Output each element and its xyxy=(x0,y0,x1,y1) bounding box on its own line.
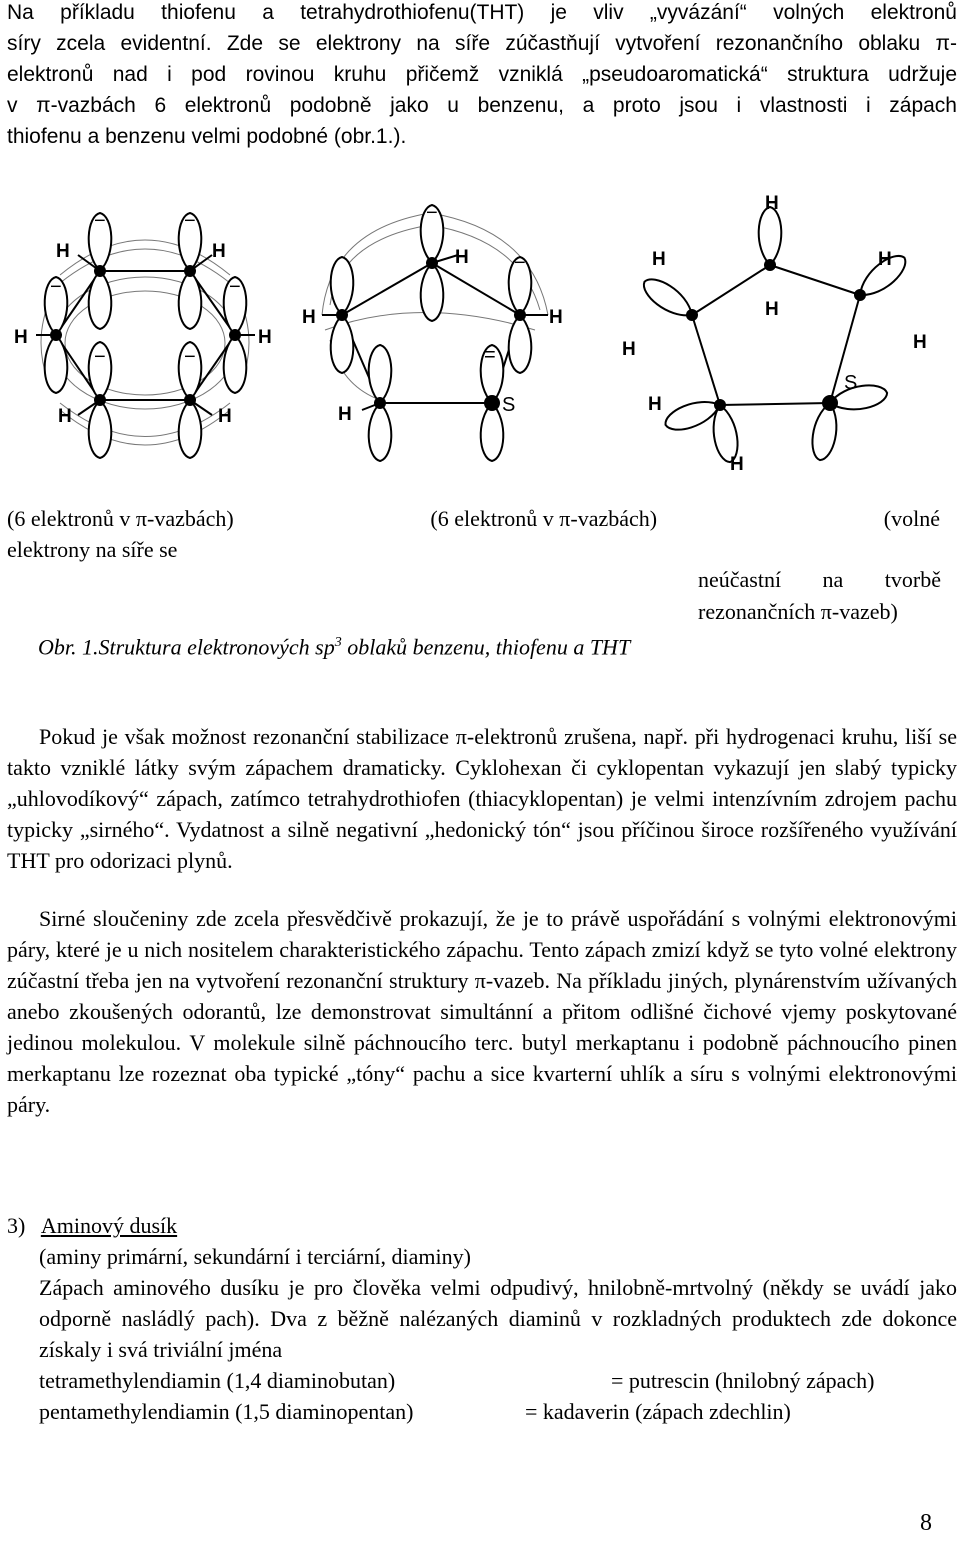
tht-label-line: neúčastní na tvorbě xyxy=(698,567,941,592)
intro-line: thiofenu a benzenu velmi podobné (obr.1.). xyxy=(7,125,407,148)
double-minus-sign: = xyxy=(484,344,496,366)
minus-sign: − xyxy=(184,346,196,368)
intro-line: v π-vazbách 6 elektronů podobně jako u benzenu, a proto jsou i vlastnosti i zápach xyxy=(7,94,957,117)
page-number: 8 xyxy=(920,1510,932,1536)
diamine-trivial: = kadaverin (zápach zdechlin) xyxy=(525,1399,791,1424)
atom-label-h: H xyxy=(338,404,352,425)
minus-sign: − xyxy=(50,276,62,298)
benzene-label: (6 elektronů v π-vazbách) xyxy=(7,506,234,531)
tht-label-line: rezonančních π-vazeb) xyxy=(698,599,898,624)
diamine-name: tetramethylendiamin (1,4 diaminobutan) xyxy=(39,1368,396,1393)
section-title: Aminový dusík xyxy=(40,1213,178,1238)
intro-line: elektronů nad i pod rovinou kruhu přičemž vzniklá „pseudoaromatická“ struktura udržuje xyxy=(7,63,957,86)
thiophene-structure xyxy=(302,202,563,461)
atom-label-h: H xyxy=(212,241,226,262)
minus-sign: − xyxy=(184,210,196,232)
atom-label-h: H xyxy=(765,193,779,214)
diamine-trivial: = putrescin (hnilobný zápach) xyxy=(611,1368,875,1393)
atom-label-h: H xyxy=(302,307,316,328)
atom-label-h: H xyxy=(455,247,469,268)
atom-label-h: H xyxy=(258,327,272,348)
figure-labels xyxy=(7,503,957,534)
intro-paragraph xyxy=(7,0,957,152)
paragraph: Pokud je však možnost rezonanční stabilizace π-elektronů zrušena, např. při hydrogenaci kruhu, liší se takto vzniklé látky svým zápachem dramaticky. Cyklohexan či cyklopentan vykazují jen slabý typicky „uhlovodíkový“ zápach, zatímco tetrahydrothiofen (thiacyklopentan) je velmi intenzívním zdrojem pachu typicky „sirného“. Vydatnost a silně negativní „hedonický tón“ jsou příčinou široce rozšířeného využívání THT pro odorizaci plynů. xyxy=(7,724,957,873)
tht-label: (volné xyxy=(883,506,940,531)
atom-label-s: S xyxy=(502,394,516,416)
atom-label-h: H xyxy=(913,332,927,353)
caption-superscript: 3 xyxy=(334,635,342,650)
tht-structure xyxy=(622,193,927,475)
atom-label-h: H xyxy=(652,249,666,270)
diamine-row xyxy=(7,1365,957,1396)
minus-sign: − xyxy=(514,252,526,274)
section-aminovy-dusik xyxy=(7,1210,957,1427)
section-heading xyxy=(7,1210,957,1241)
caption-text: Obr. 1.Struktura elektronových sp xyxy=(38,634,335,660)
minus-sign: − xyxy=(426,202,438,224)
diamine-name: pentamethylendiamin (1,5 diaminopentan) xyxy=(39,1399,414,1424)
atom-label-h: H xyxy=(14,327,28,348)
atom-label-h: H xyxy=(56,241,70,262)
paragraph: Sirné sloučeniny zde zcela přesvědčivě prokazují, že je to právě uspořádání s volnými elektronovými páry, které je u nich nositelem charakteristického zápachu. Tento zápach zmizí když se tyto volné elektrony zúčastní třeba jen na vytvoření rezonanční struktury π-vazeb. Na příkladu jiných, plynárenstvím užívaných anebo zkoušených odorantů, lze demonstrovat simultánní a přitom odlišné čichové vjemy poskytované jedinou molekulou. V molekule silně páchnoucího terc. butyl merkaptanu i podobně páchnoucího pinen merkaptanu lze rozeznat oba typické „tóny“ pachu a sice kvarterní uhlík a síru s volnými elektronovými páry. xyxy=(7,906,957,1117)
benzene-structure xyxy=(14,210,272,458)
atom-label-s: S xyxy=(844,372,858,394)
orbital-figure xyxy=(0,185,960,485)
atom-label-h: H xyxy=(218,406,232,427)
minus-sign: − xyxy=(94,346,106,368)
atom-label-h: H xyxy=(622,339,636,360)
atom-label-h: H xyxy=(878,249,892,270)
figure-caption xyxy=(38,627,630,662)
atom-label-h: H xyxy=(730,454,744,475)
minus-sign: − xyxy=(94,210,106,232)
tht-label-line: elektrony na síře se xyxy=(7,537,178,562)
atom-label-h: H xyxy=(58,406,72,427)
caption-text: oblaků benzenu, thiofenu a THT xyxy=(341,634,631,660)
minus-sign: − xyxy=(229,276,241,298)
atom-label-h: H xyxy=(765,299,779,320)
section-subtitle: (aminy primární, sekundární i terciární, diaminy) xyxy=(39,1244,471,1269)
diamine-row xyxy=(7,1396,957,1427)
intro-line: Na příkladu thiofenu a tetrahydrothiofenu(THT) je vliv „vyvázání“ volných elektronů xyxy=(7,1,957,24)
atom-label-h: H xyxy=(648,394,662,415)
atom-label-h: H xyxy=(549,307,563,328)
thiophene-label: (6 elektronů v π-vazbách) xyxy=(430,506,658,531)
section-number: 3) xyxy=(7,1213,26,1238)
intro-line: síry zcela evidentní. Zde se elektrony na síře zúčastňují vytvoření rezonančního oblaku π- xyxy=(7,32,957,55)
section-body: Zápach aminového dusíku je pro člověka velmi odpudivý, hnilobně-mrtvolný (někdy se uvádí jako odporně nasládlý pach). Dva z běžně nalézaných diaminů v rozkladných produktech zde dokonce získaly i svá triviální jména xyxy=(39,1275,957,1362)
